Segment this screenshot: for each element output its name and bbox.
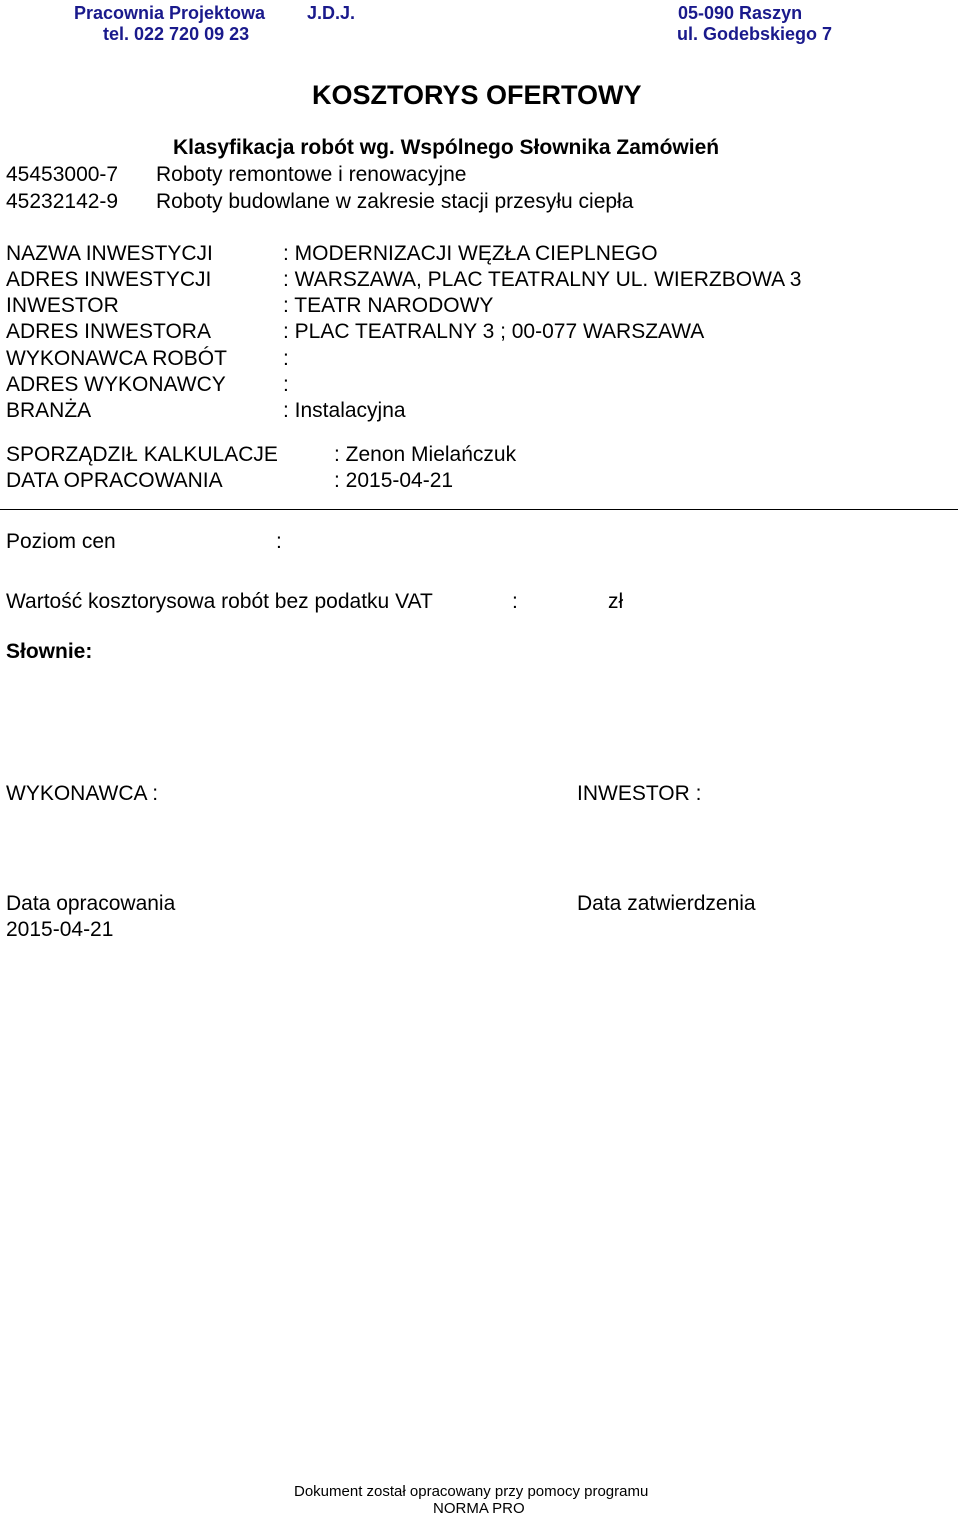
field-value-investment-name: : MODERNIZACJI WĘZŁA CIEPLNEGO <box>283 242 658 265</box>
prepared-by-value: : Zenon Mielańczuk <box>334 443 517 466</box>
document-title: KOSZTORYS OFERTOWY <box>312 80 642 110</box>
field-value-industry: : Instalacyjna <box>283 399 406 422</box>
field-label-investment-address: ADRES INWESTYCJI <box>6 268 212 291</box>
prepared-by-label: SPORZĄDZIŁ KALKULACJE <box>6 443 278 466</box>
classification-desc: Roboty budowlane w zakresie stacji przesyłu ciepła <box>156 190 634 213</box>
company-street: ul. Godebskiego 7 <box>677 24 833 44</box>
prepared-date-label: Data opracowania <box>6 892 176 915</box>
company-name: Pracownia Projektowa <box>74 3 266 23</box>
investor-signature-label: INWESTOR : <box>577 782 702 805</box>
section-divider <box>0 509 958 510</box>
field-label-investor-address: ADRES INWESTORA <box>6 320 211 343</box>
preparation-date-value: : 2015-04-21 <box>334 469 454 492</box>
classification-code: 45453000-7 <box>6 163 119 186</box>
field-value-contractor-address: : <box>283 373 289 396</box>
field-value-investor-address: : PLAC TEATRALNY 3 ; 00-077 WARSZAWA <box>283 320 705 343</box>
field-label-investor: INWESTOR <box>6 294 119 317</box>
amount-in-words-label: Słownie: <box>6 640 93 663</box>
approval-date-label: Data zatwierdzenia <box>577 892 756 915</box>
footer-program-name: NORMA PRO <box>433 1500 525 1517</box>
footer-note: Dokument został opracowany przy pomocy programu <box>294 1483 649 1500</box>
price-level-separator: : <box>276 530 282 553</box>
company-postal-city: 05-090 Raszyn <box>678 3 803 23</box>
classification-heading: Klasyfikacja robót wg. Wspólnego Słownika Zamówień <box>173 136 720 159</box>
classification-desc: Roboty remontowe i renowacyjne <box>156 163 467 186</box>
prepared-date-value: 2015-04-21 <box>6 918 114 941</box>
field-label-contractor: WYKONAWCA ROBÓT <box>6 347 227 370</box>
company-abbr: J.D.J. <box>307 3 356 23</box>
field-label-investment-name: NAZWA INWESTYCJI <box>6 242 213 265</box>
contractor-signature-label: WYKONAWCA : <box>6 782 159 805</box>
field-value-contractor: : <box>283 347 289 370</box>
cost-value-separator: : <box>512 590 518 613</box>
field-label-industry: BRANŻA <box>6 399 92 422</box>
field-label-contractor-address: ADRES WYKONAWCY <box>6 373 226 396</box>
cost-value-label: Wartość kosztorysowa robót bez podatku VAT <box>6 590 433 613</box>
company-phone: tel. 022 720 09 23 <box>103 24 250 44</box>
preparation-date-label: DATA OPRACOWANIA <box>6 469 223 492</box>
field-value-investor: : TEATR NARODOWY <box>283 294 494 317</box>
field-value-investment-address: : WARSZAWA, PLAC TEATRALNY UL. WIERZBOWA 3 <box>283 268 802 291</box>
price-level-label: Poziom cen <box>6 530 116 553</box>
cost-value-unit: zł <box>608 590 624 613</box>
classification-code: 45232142-9 <box>6 190 119 213</box>
